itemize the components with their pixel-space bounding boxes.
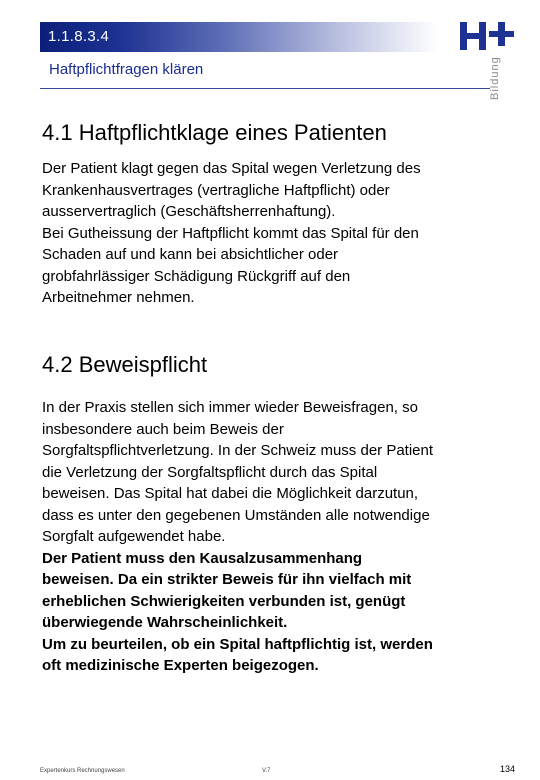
- header-divider: [40, 88, 490, 89]
- chapter-subtitle: Haftpflichtfragen klären: [49, 61, 204, 78]
- bold-text-line: überwiegende Wahrscheinlichkeit.: [42, 614, 288, 631]
- text-line: dass es unter den gegebenen Umständen alle notwendige: [42, 506, 430, 524]
- text-line: In der Praxis stellen sich immer wieder Beweisfragen, so: [42, 399, 418, 416]
- text-line: Der Patient klagt gegen das Spital wegen Verletzung des: [42, 160, 421, 177]
- heading-haftpflichtklage: 4.1 Haftpflichtklage eines Patienten: [42, 120, 387, 145]
- text-line: grobfahrlässiger Schädigung Rückgriff auf den: [42, 267, 351, 285]
- bold-text-line: beweisen. Da ein strikter Beweis für ihn vielfach mit: [42, 571, 412, 588]
- text-line: ausservertraglich (Geschäftsherrenhaftung).: [42, 203, 336, 220]
- section-number-banner: [40, 22, 438, 52]
- h-plus-logo-icon: [460, 22, 516, 50]
- bold-text-line: Um zu beurteilen, ob ein Spital haftpflichtig ist, werden: [42, 635, 433, 653]
- logo-bildung-text: Bildung: [489, 56, 501, 100]
- bold-text-line: Der Patient muss den Kausalzusammenhang: [42, 549, 363, 567]
- text-line: Krankenhausvertrages (vertragliche Haftpflicht) oder: [42, 181, 390, 199]
- footer-course-name: Expertenkurs Rechnungswesen: [40, 768, 125, 774]
- heading-beweispflicht: 4.2 Beweispflicht: [42, 352, 208, 377]
- footer-version: V.7: [262, 768, 271, 774]
- text-line: beweisen. Das Spital hat dabei die Möglichkeit darzutun,: [42, 485, 419, 502]
- text-line: Schaden auf und kann bei absichtlicher oder: [42, 246, 339, 263]
- bold-text-line: erheblichen Schwierigkeiten verbunden ist, genügt: [42, 592, 406, 610]
- text-line: Sorgfaltspflichtverletzung. In der Schweiz muss der Patient: [42, 442, 434, 459]
- text-line: Sorgfalt aufgewendet habe.: [42, 528, 226, 545]
- text-line: die Verletzung der Sorgfaltspflicht durch das Spital: [42, 463, 378, 481]
- section-number: 1.1.8.3.4: [48, 28, 110, 45]
- text-line: Bei Gutheissung der Haftpflicht kommt das Spital für den: [42, 224, 419, 242]
- paragraph-haftpflichtklage: [42, 158, 512, 309]
- bold-text-line: oft medizinische Experten beigezogen.: [42, 657, 319, 674]
- page-number: 134: [500, 764, 516, 774]
- text-line: Arbeitnehmer nehmen.: [42, 289, 195, 306]
- text-line: insbesondere auch beim Beweis der: [42, 420, 284, 438]
- paragraph-beweispflicht: [42, 397, 512, 677]
